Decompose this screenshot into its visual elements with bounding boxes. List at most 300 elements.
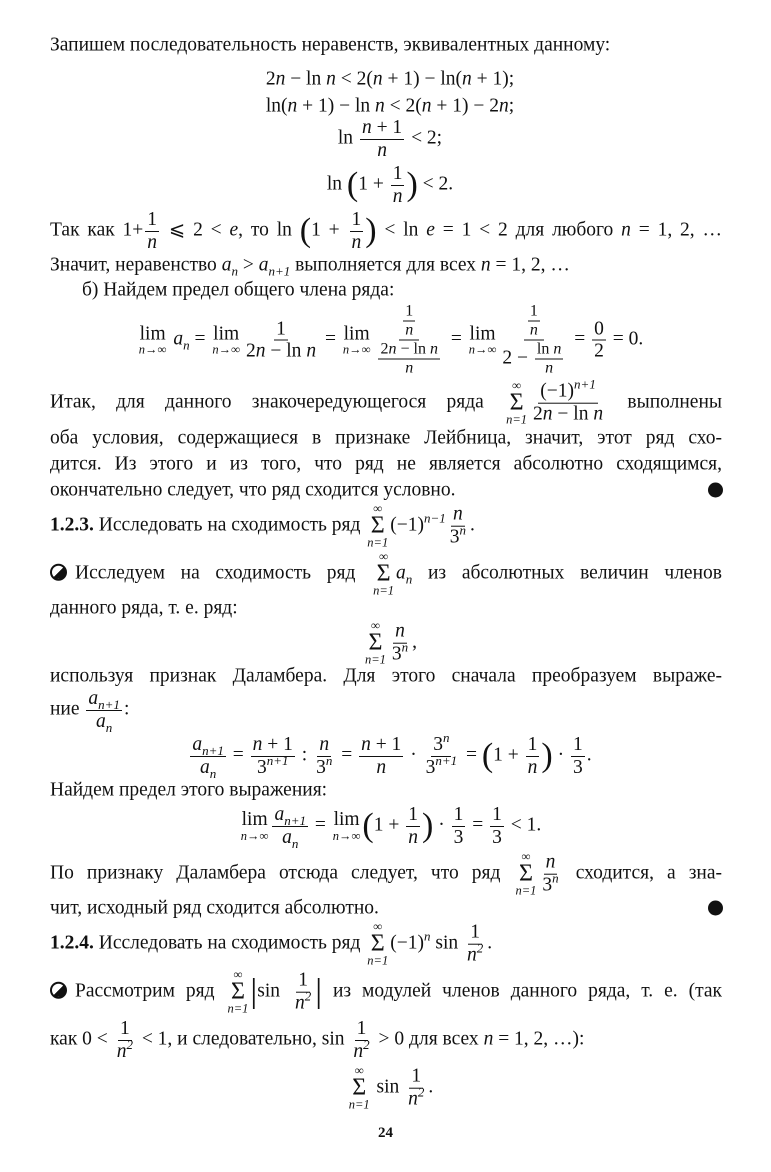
math-variable: n [621, 219, 631, 241]
text-line [82, 280, 722, 300]
superscript: n+1 [435, 752, 458, 768]
text: = [336, 744, 358, 766]
text: выполняется для всех [290, 254, 481, 276]
fraction-denominator [592, 341, 606, 362]
lim-label: lim [469, 323, 496, 344]
text-line [50, 969, 722, 1016]
text: 1 [147, 209, 158, 230]
superscript: 2 [476, 940, 484, 956]
fraction-denominator [543, 360, 555, 377]
limit-operator [241, 810, 269, 842]
fraction-numerator [359, 735, 403, 757]
subscript: n [105, 719, 113, 735]
big-parenthesis: ( [299, 212, 312, 249]
fraction-denominator [351, 1036, 371, 1062]
math-variable: a [282, 826, 292, 848]
text: оба условия, содержащиеся в признаке Лейбница, значит, этот ряд схо- [50, 427, 722, 449]
problem-heading [50, 503, 722, 550]
math-fraction [190, 734, 226, 781]
text: . [586, 744, 592, 766]
text: ние [50, 698, 85, 720]
subscript: n+1 [98, 697, 120, 712]
superscript: n [442, 730, 450, 745]
text: , то ln [238, 219, 300, 241]
math-fraction [350, 210, 364, 252]
text: 1 [470, 922, 480, 943]
big-parenthesis: ) [422, 807, 434, 844]
text: ln [326, 173, 347, 195]
sum-lower-limit: n=1 [348, 1097, 370, 1112]
text: − ln [265, 340, 307, 362]
big-parenthesis: ( [481, 737, 494, 774]
text: Запишем последовательность неравенств, эквивалентных данному: [50, 34, 611, 56]
math-fraction [406, 1067, 426, 1109]
text-line [50, 551, 722, 598]
text-line [50, 428, 722, 448]
formula [40, 804, 740, 851]
text-line [50, 780, 722, 800]
math-variable: n [319, 734, 330, 755]
limit-operator [212, 324, 240, 356]
text: = [189, 328, 211, 350]
text: , [412, 631, 418, 653]
limit-subscript: n→∞ [342, 342, 371, 357]
math-variable: n [275, 68, 286, 90]
sum-lower-limit: n=1 [367, 953, 389, 968]
formula [40, 164, 740, 206]
limit-subscript: n→∞ [240, 828, 269, 843]
math-fraction [528, 304, 540, 339]
fraction-numerator [145, 210, 159, 232]
text: 3 [391, 643, 402, 665]
fraction-numerator [524, 304, 544, 341]
superscript: n [401, 639, 409, 655]
problem-number: 1.2.3. [50, 514, 94, 536]
math-fraction [448, 505, 468, 547]
math-variable: n [351, 231, 362, 253]
text: 3 [453, 826, 464, 848]
lim-label: lim [241, 809, 268, 830]
end-of-solution-icon [708, 901, 723, 916]
text: 0 [594, 318, 604, 339]
text-line [50, 377, 722, 427]
text: 3 [573, 756, 583, 778]
text: По признаку Даламбера отсюда следует, что ряд [50, 862, 514, 884]
fraction-denominator [293, 988, 313, 1014]
math-variable: n [116, 1040, 127, 1062]
text: ln [536, 340, 554, 358]
text: sin [371, 1076, 405, 1098]
text: 1 [492, 804, 502, 825]
text: = [310, 814, 331, 836]
lim-label: lim [139, 323, 166, 344]
math-fraction [145, 210, 159, 252]
text: > 0 для всех [373, 1028, 484, 1050]
fraction-denominator [374, 757, 388, 778]
superscript: 2 [126, 1036, 133, 1052]
text: − ln [285, 68, 327, 90]
formula [40, 96, 740, 116]
text: 2 − [502, 347, 533, 369]
limit-operator [343, 324, 371, 356]
fraction-numerator [86, 689, 122, 711]
fraction-denominator [314, 752, 334, 778]
fraction-numerator [526, 735, 540, 757]
text-line [50, 480, 722, 500]
fraction-numerator [535, 342, 563, 360]
math-fraction [251, 735, 295, 777]
fraction-denominator [390, 639, 410, 665]
sum-operator [365, 620, 386, 667]
problem-heading [50, 921, 722, 968]
text: используя признак Даламбера. Для этого сначала преобразуем выраже- [50, 665, 722, 687]
text: . [428, 1076, 434, 1098]
text: 1 [351, 209, 362, 230]
sum-upper-limit: ∞ [521, 849, 531, 864]
text: Исследовать на сходимость ряд [93, 932, 366, 954]
fraction-denominator [115, 1036, 135, 1062]
sum-operator [367, 503, 388, 550]
sigma-symbol: Σ [370, 930, 385, 957]
text: 1 [411, 1066, 422, 1087]
sum-upper-limit: ∞ [370, 618, 380, 633]
math-variable: a [274, 804, 285, 825]
text: 1 + [373, 814, 405, 836]
text: Исследовать на сходимость ряд [93, 514, 366, 536]
math-fraction [535, 342, 563, 377]
math-fraction [526, 735, 540, 777]
text: . [487, 932, 493, 954]
lim-label: lim [343, 323, 370, 344]
text: 1 [529, 302, 538, 320]
page-number: 24 [378, 1125, 393, 1141]
math-variable: n [545, 852, 556, 873]
big-parenthesis: ) [406, 166, 418, 203]
problem-number: 1.2.4. [50, 932, 94, 954]
text: + 1) − ln [297, 95, 376, 117]
sum-upper-limit: ∞ [373, 919, 383, 934]
formula [40, 118, 740, 160]
text: + 1); [471, 68, 515, 90]
math-fraction [314, 735, 334, 777]
fraction-numerator [399, 304, 419, 341]
text: + 1) − ln( [382, 68, 463, 90]
text: 2 [594, 340, 604, 362]
formula [40, 1065, 740, 1112]
sigma-symbol: Σ [368, 629, 383, 656]
limit-subscript: n→∞ [332, 828, 361, 843]
text-line [50, 666, 722, 686]
math-variable: n [388, 340, 397, 358]
text: 3 [542, 874, 553, 896]
fraction-numerator [378, 342, 439, 360]
limit-operator [333, 810, 361, 842]
text: 3 [425, 756, 436, 778]
limit-subscript: n→∞ [468, 342, 497, 357]
math-variable: n [147, 231, 158, 253]
text: 2 [380, 340, 389, 358]
text-line [50, 1019, 722, 1061]
text: (−1) [390, 514, 424, 536]
text: выполнены [607, 391, 722, 413]
text: дится. Из этого и из того, что ряд не является абсолютно сходящимся, [50, 453, 722, 475]
text: = 1, 2, … [490, 254, 570, 276]
math-fraction [115, 1019, 135, 1061]
fraction-denominator [490, 827, 504, 848]
sum-upper-limit: ∞ [373, 501, 383, 516]
text: б) Найдем предел общего члена ряда: [82, 279, 395, 301]
sigma-symbol: Σ [376, 560, 391, 587]
text: Рассмотрим ряд [75, 980, 226, 1002]
math-variable: a [88, 688, 99, 709]
text: > [237, 254, 259, 276]
text: sin [430, 932, 463, 954]
math-variable: n [361, 117, 372, 138]
sum-lower-limit: n=1 [227, 1001, 249, 1016]
text-line [50, 210, 722, 252]
text: · [405, 744, 422, 766]
fraction-denominator [465, 940, 485, 966]
fraction-denominator [94, 710, 114, 735]
text: = 1, 2, …): [493, 1028, 585, 1050]
math-variable: n [480, 254, 491, 276]
text: < 1, и следовательно, sin [136, 1028, 350, 1050]
fraction-numerator [391, 164, 405, 186]
fraction-denominator [526, 757, 540, 778]
text: : [296, 744, 313, 766]
text-line [50, 254, 722, 279]
limit-operator [469, 324, 497, 356]
subscript: n [291, 835, 299, 851]
math-variable: n [545, 359, 554, 377]
text: . [470, 514, 475, 536]
math-fraction [360, 118, 404, 160]
math-fraction [531, 377, 605, 425]
math-variable: n [542, 403, 553, 425]
sum-operator [373, 551, 394, 598]
sum-operator [515, 851, 536, 898]
fraction-numerator [274, 319, 288, 341]
math-variable: a [200, 756, 210, 778]
text: : [123, 698, 130, 720]
sum-operator [367, 921, 388, 968]
text: 3 [257, 756, 267, 778]
fraction-denominator [500, 341, 567, 377]
fraction-numerator [538, 377, 598, 404]
math-variable: n [593, 403, 604, 425]
text: сходится, а зна- [562, 862, 722, 884]
text: 1 [276, 318, 286, 339]
sum-lower-limit: n=1 [364, 652, 386, 667]
formula [40, 69, 740, 89]
limit-operator [139, 324, 167, 356]
sum-lower-limit: n=1 [373, 583, 395, 598]
text: чит, исходный ряд сходится абсолютно. [50, 897, 379, 919]
solution-start-icon [50, 563, 67, 580]
text: 1 + [358, 173, 389, 195]
text-line [50, 454, 722, 474]
subscript: n+1 [268, 263, 291, 279]
text: < 2( [384, 95, 422, 117]
fraction-denominator [540, 870, 560, 896]
math-fraction [592, 319, 606, 361]
math-variable: n [527, 756, 538, 778]
math-fraction [571, 735, 585, 777]
math-variable: n [252, 734, 263, 755]
superscript: 2 [363, 1036, 370, 1052]
sigma-symbol: Σ [518, 860, 533, 887]
math-variable: n [467, 944, 477, 966]
math-variable: a [96, 710, 106, 732]
math-variable: n [453, 504, 463, 525]
sum-upper-limit: ∞ [233, 967, 243, 982]
math-variable: n [529, 321, 538, 339]
math-fraction [403, 304, 415, 339]
limit-subscript: n→∞ [212, 342, 241, 357]
text: 3 [433, 734, 443, 755]
text: 2 [533, 403, 543, 425]
lim-label: lim [213, 323, 240, 344]
math-variable: n [353, 1040, 364, 1062]
text: − ln [396, 340, 430, 358]
math-variable: n [421, 95, 432, 117]
text: данного ряда, т. е. ряд: [50, 597, 238, 619]
math-variable: n [376, 756, 387, 778]
text: (−1) [540, 381, 575, 402]
solution-start-icon [50, 981, 67, 998]
math-variable: a [221, 254, 232, 276]
sum-upper-limit: ∞ [379, 549, 388, 564]
math-fraction [293, 971, 313, 1013]
fraction-numerator [272, 805, 308, 827]
subscript: n+1 [202, 743, 224, 758]
sigma-symbol: Σ [370, 512, 385, 539]
math-variable: e [426, 219, 435, 241]
formula [40, 304, 740, 377]
text: + 1 [371, 117, 403, 138]
fraction-denominator [403, 360, 415, 377]
text-line [50, 35, 722, 55]
math-variable: n [255, 340, 266, 362]
math-variable: a [173, 328, 184, 350]
text: 1 [527, 734, 538, 755]
text: 1 [392, 163, 403, 184]
fraction-denominator [375, 140, 389, 161]
text: 1 [453, 804, 464, 825]
text-line [50, 598, 722, 618]
text: 1 [405, 302, 414, 320]
text: = [227, 744, 249, 766]
fraction-denominator [528, 322, 540, 339]
text-line [50, 851, 722, 898]
text: 2 [265, 68, 276, 90]
text: = [461, 744, 482, 766]
fraction-denominator [406, 827, 420, 848]
math-variable: n [361, 734, 371, 755]
math-fraction [391, 164, 405, 206]
text: как 0 < [50, 1028, 113, 1050]
fraction-numerator [571, 735, 585, 757]
sum-lower-limit: n=1 [515, 883, 537, 898]
text: из модулей членов данного ряда, т. е. (так [322, 980, 722, 1002]
fraction-numerator [592, 319, 606, 341]
text: 1 [119, 1018, 130, 1039]
fraction-denominator [531, 404, 605, 425]
superscript: n+1 [266, 752, 289, 768]
math-fraction [272, 804, 308, 851]
math-variable: n [392, 185, 403, 207]
sum-lower-limit: n=1 [506, 412, 528, 427]
text: < 1. [505, 814, 542, 836]
lim-label: lim [333, 809, 360, 830]
text: · [552, 744, 569, 766]
text: из абсолютных величин членов [412, 562, 722, 584]
big-parenthesis: ( [346, 166, 359, 203]
fraction-denominator [145, 232, 159, 253]
math-variable: n [499, 95, 509, 117]
absolute-bar: | [315, 973, 323, 1010]
sum-operator [227, 969, 248, 1016]
text: = 1 < 2 для любого [434, 219, 622, 241]
text: sin [257, 980, 291, 1002]
math-variable: a [258, 254, 269, 276]
math-variable: n [405, 321, 414, 339]
fraction-denominator [198, 756, 218, 781]
math-fraction [424, 730, 460, 778]
big-parenthesis: ( [362, 807, 374, 844]
text: < 2. [417, 173, 454, 195]
subscript: n [231, 263, 238, 279]
text-line [50, 898, 722, 918]
text: ln [337, 127, 358, 149]
fraction-denominator [406, 1084, 426, 1110]
sigma-symbol: Σ [509, 389, 524, 416]
text: Значит, неравенство [50, 254, 222, 276]
text: 1 [408, 804, 418, 825]
text: 1 + [493, 744, 524, 766]
text: 1 + [311, 219, 348, 241]
text: Исследуем на сходимость ряд [75, 562, 372, 584]
formula [40, 730, 740, 781]
fraction-numerator [490, 805, 504, 827]
fraction-denominator [571, 757, 585, 778]
fraction-numerator [360, 118, 404, 140]
text: + 1 [262, 734, 293, 755]
superscript: n [552, 870, 559, 886]
text: 2 [246, 340, 256, 362]
math-fraction [374, 304, 443, 377]
fraction-denominator [255, 752, 291, 778]
text: 3 [492, 826, 502, 848]
math-variable: n [287, 95, 298, 117]
fraction-numerator [406, 805, 420, 827]
absolute-bar: | [250, 973, 258, 1010]
superscript: 2 [417, 1084, 425, 1100]
text: 1 [356, 1018, 367, 1039]
math-variable: n [372, 68, 383, 90]
math-variable: n [375, 95, 385, 117]
text: < 2( [335, 68, 373, 90]
big-parenthesis: ) [365, 212, 377, 249]
text: 1 [298, 970, 308, 991]
sum-upper-limit: ∞ [354, 1063, 364, 1078]
text: = [569, 328, 591, 350]
text: + 1 [370, 734, 402, 755]
subscript: n [405, 571, 413, 587]
math-fraction [500, 304, 567, 377]
big-parenthesis: ) [541, 737, 553, 774]
end-of-solution-icon [708, 483, 723, 498]
